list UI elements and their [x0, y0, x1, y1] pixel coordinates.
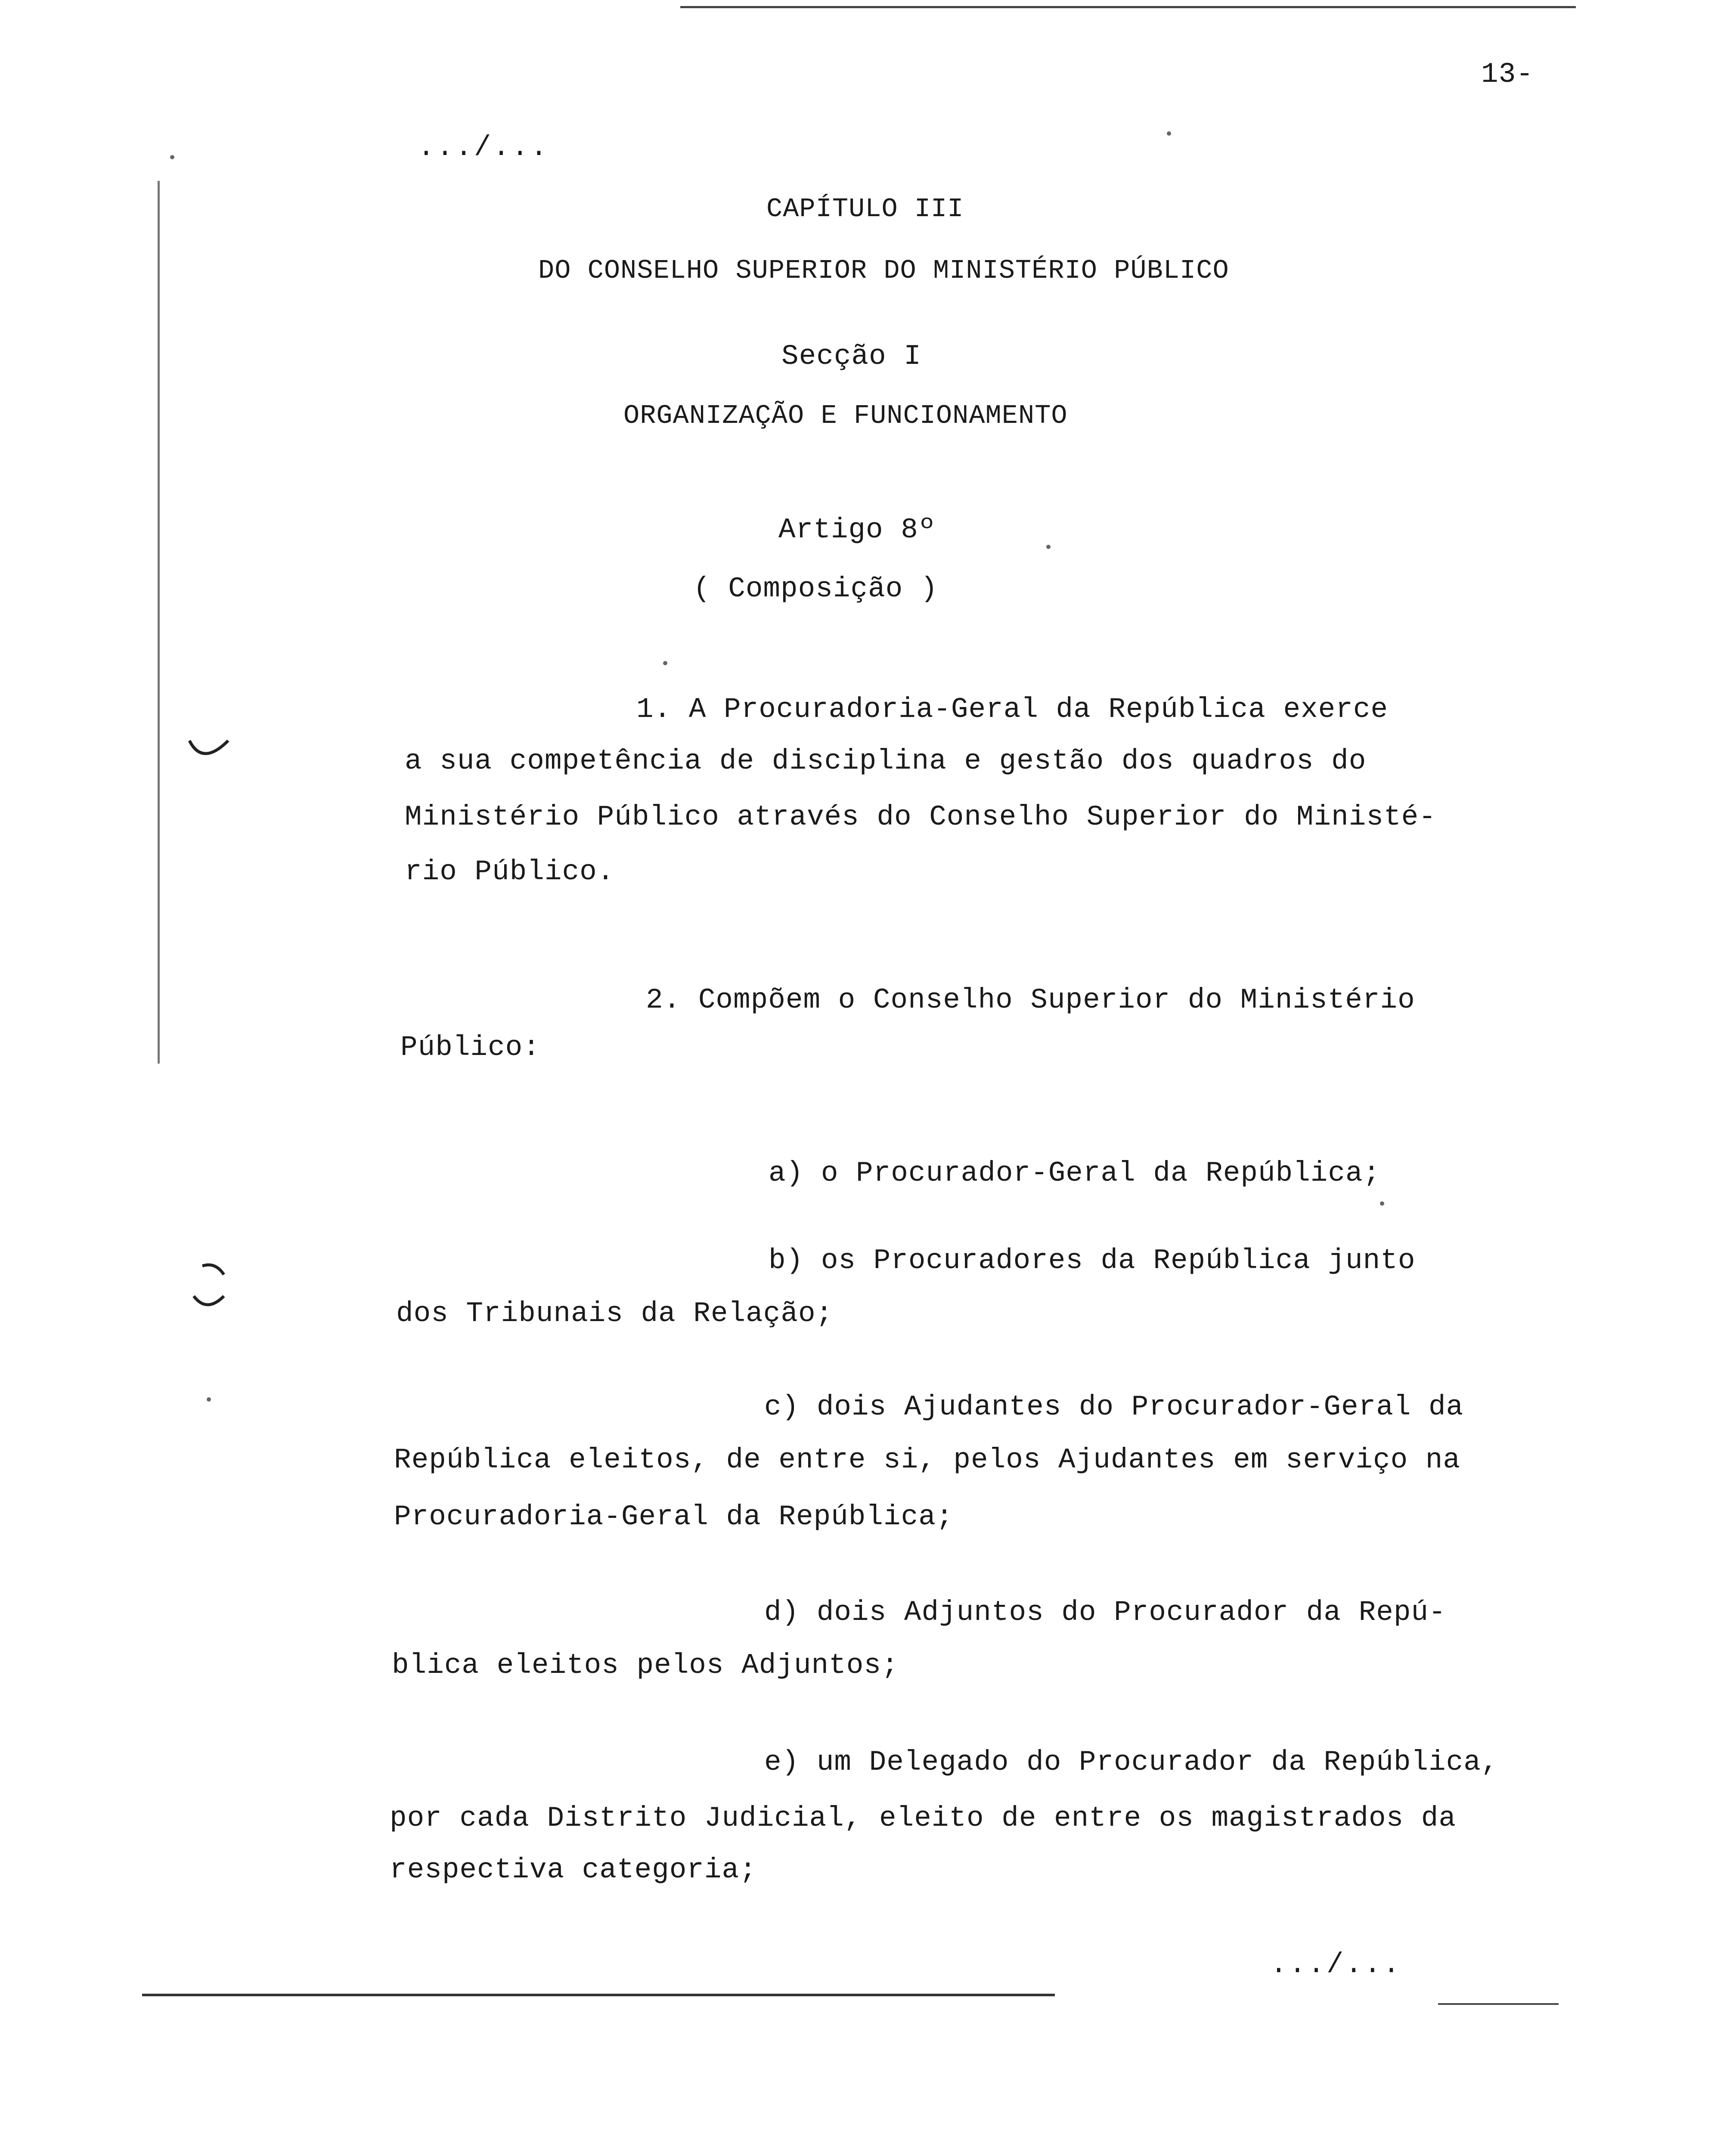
- binding-hole-mark: [185, 1257, 250, 1318]
- section-title: ORGANIZAÇÃO E FUNCIONAMENTO: [623, 400, 1068, 431]
- bottom-rule-right: [1438, 2003, 1559, 2005]
- paragraph-2-line-1: 2. Compõem o Conselho Superior do Ministério: [646, 984, 1415, 1016]
- chapter-title: DO CONSELHO SUPERIOR DO MINISTÉRIO PÚBLICO: [538, 255, 1229, 286]
- scan-speck: [1046, 545, 1051, 549]
- item-e-line-1: e) um Delegado do Procurador da República,: [764, 1746, 1499, 1778]
- binding-hole-mark: [185, 732, 237, 771]
- item-c-line-2: República eleitos, de entre si, pelos Ajudantes em serviço na: [394, 1444, 1460, 1476]
- scan-speck: [207, 1397, 211, 1402]
- item-e-line-3: respectiva categoria;: [390, 1854, 757, 1886]
- continuation-bottom: .../...: [1270, 1948, 1402, 1981]
- scan-speck: [663, 661, 667, 665]
- paragraph-2-line-2: Público:: [400, 1031, 540, 1064]
- item-c-line-1: c) dois Ajudantes do Procurador-Geral da: [764, 1391, 1464, 1423]
- paragraph-1-line-2: a sua competência de disciplina e gestão dos quadros do: [405, 745, 1367, 777]
- item-d-line-1: d) dois Adjuntos do Procurador da Repú-: [764, 1596, 1446, 1629]
- paragraph-1-line-4: rio Público.: [405, 856, 615, 888]
- paragraph-1-line-1: 1. A Procuradoria-Geral da República exerce: [636, 693, 1389, 726]
- scan-speck: [170, 155, 174, 159]
- left-margin-rule: [158, 181, 160, 1064]
- top-rule: [680, 6, 1576, 8]
- page-number: 13-: [1481, 58, 1534, 90]
- item-b-line-2: dos Tribunais da Relação;: [396, 1297, 834, 1330]
- bottom-rule: [142, 1994, 1055, 1996]
- chapter-heading: CAPÍTULO III: [766, 194, 964, 224]
- item-e-line-2: por cada Distrito Judicial, eleito de entre os magistrados da: [390, 1802, 1456, 1834]
- scan-speck: [1380, 1201, 1384, 1206]
- continuation-top: .../...: [418, 131, 549, 164]
- item-c-line-3: Procuradoria-Geral da República;: [394, 1501, 954, 1533]
- item-b-line-1: b) os Procuradores da República junto: [769, 1244, 1416, 1277]
- scan-speck: [1167, 131, 1171, 136]
- article-heading: Artigo 8º: [778, 514, 936, 546]
- item-d-line-2: blica eleitos pelos Adjuntos;: [392, 1649, 899, 1681]
- item-a: a) o Procurador-Geral da República;: [769, 1157, 1381, 1189]
- section-heading: Secção I: [781, 340, 921, 372]
- paragraph-1-line-3: Ministério Público através do Conselho Superior do Ministé-: [405, 801, 1436, 833]
- article-title: ( Composição ): [693, 573, 938, 605]
